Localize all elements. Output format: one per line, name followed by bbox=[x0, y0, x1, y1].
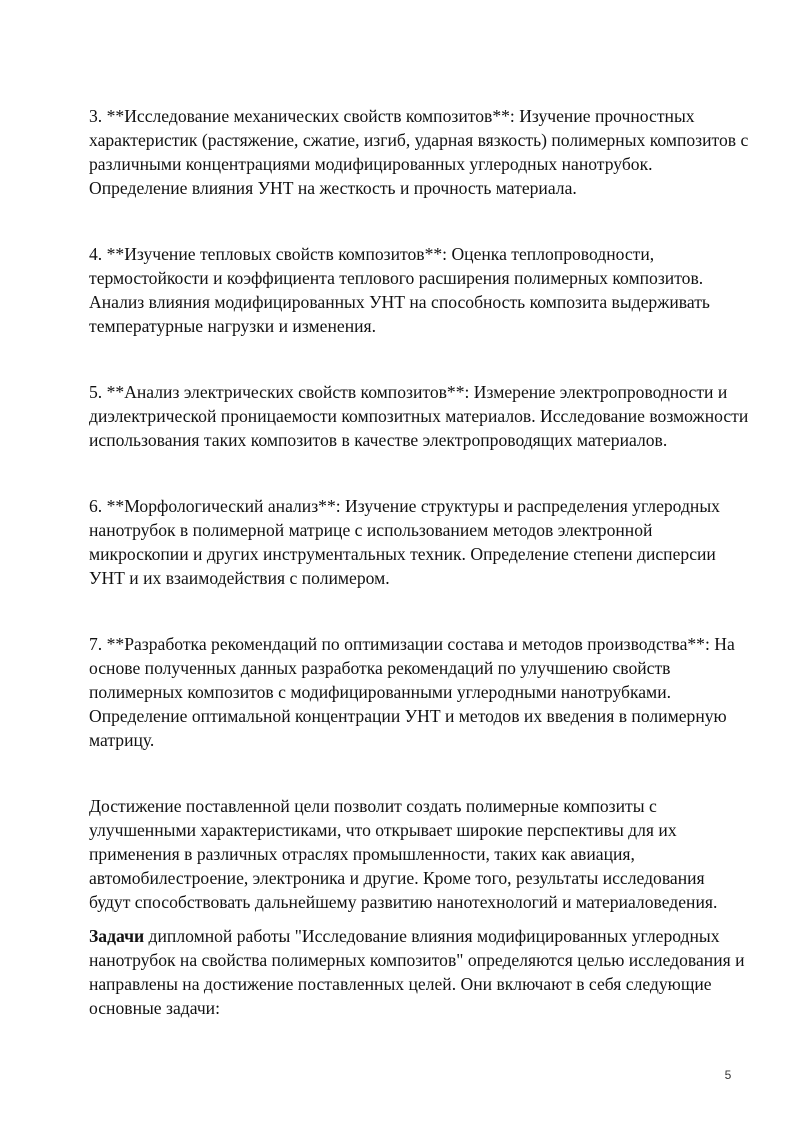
page-number: 5 bbox=[724, 1068, 732, 1082]
paragraph-task-3: 3. **Исследование механических свойств композитов**: Изучение прочностных характеристик (растяжение, сжатие, изгиб, ударная вязкость) полимерных композитов с различными концентрациями модифицированных углеродных нанотрубок. Определение влияния УНТ на жесткость и прочность материала. bbox=[89, 106, 749, 198]
paragraph-task-6: 6. **Морфологический анализ**: Изучение структуры и распределения углеродных нанотрубок в полимерной матрице с использованием методов электронной микроскопии и других инструментальных техник. Определение степени дисперсии УНТ и их взаимодействия с полимером. bbox=[89, 496, 720, 588]
page-content bbox=[89, 104, 749, 1020]
paragraph-tasks bbox=[89, 924, 749, 1020]
tasks-text: дипломной работы "Исследование влияния модифицированных углеродных нанотрубок на свойства полимерных композитов" определяются целью исследования и направлены на достижение поставленных целей. Они включают в себя следующие основные задачи: bbox=[89, 926, 745, 1018]
tasks-label: Задачи bbox=[89, 926, 145, 946]
paragraph-task-4: 4. **Изучение тепловых свойств композитов**: Оценка теплопроводности, термостойкости и коэффициента теплового расширения полимерных композитов. Анализ влияния модифицированных УНТ на способность композита выдерживать температурные нагрузки и изменения. bbox=[89, 244, 710, 336]
paragraph-task-5: 5. **Анализ электрических свойств композитов**: Измерение электропроводности и диэлектрической проницаемости композитных материалов. Исследование возможности использования таких композитов в качестве электропроводящих материалов. bbox=[89, 382, 749, 450]
paragraph-conclusion: Достижение поставленной цели позволит создать полимерные композиты с улучшенными характеристиками, что открывает широкие перспективы для их применения в различных отраслях промышленности, таких как авиация, автомобилестроение, электроника и другие. Кроме того, результаты исследования будут способствовать дальнейшему развитию нанотехнологий и материаловедения. bbox=[89, 796, 718, 912]
paragraph-task-7: 7. **Разработка рекомендаций по оптимизации состава и методов производства**: На основе полученных данных разработка рекомендаций по улучшению свойств полимерных композитов с модифицированными углеродными нанотрубками. Определение оптимальной концентрации УНТ и методов их введения в полимерную матрицу. bbox=[89, 634, 735, 750]
